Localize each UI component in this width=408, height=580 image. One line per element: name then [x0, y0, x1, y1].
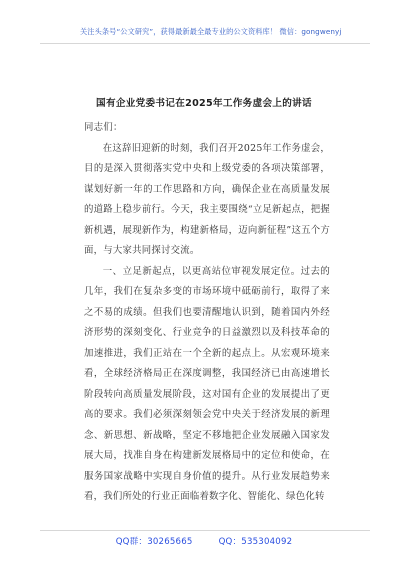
body-paragraph: 在这辞旧迎新的时刻，我们召开2025年工作务虚会，目的是深入贯彻落实党中央和上级党委的各项决策部署，谋划好新一年的工作思路和方向，确保企业在高质量发展的道路上稳步前行。今天，我主要围绕“立足新起点，把握新机遇，展现新作为，构建新格局，迈向新征程”这五个方面，与大家共同探讨交流。	[84, 142, 330, 256]
header-divider	[40, 43, 370, 44]
footer-qq-group: QQ群：30265665	[115, 537, 193, 547]
footer-qq-number: QQ：535304092	[218, 537, 293, 547]
footer-contact	[0, 535, 408, 547]
header-promo-text: 关注头条号“公文研究”，获得最新最全最专业的公文资料库！ 微信：gongwenyj	[80, 27, 342, 36]
footer-divider	[40, 530, 370, 531]
salutation: 同志们：	[84, 122, 123, 133]
document-body	[84, 118, 330, 508]
body-paragraph: 一、立足新起点，以更高站位审视发展定位。过去的几年，我们在复杂多变的市场环境中砥砺前行，取得了来之不易的成绩。但我们也要清醒地认识到，随着国内外经济形势的深刻变化、行业竞争的日益激烈以及科技革命的加速推进，我们正站在一个全新的起点上。从宏观环境来看，全球经济格局正在深度调整，我国经济已由高速增长阶段转向高质量发展阶段，这对国有企业的发展提出了更高的要求。我们必须深刻领会党中央关于经济发展的新理念、新思想、新战略，坚定不移地把企业发展融入国家发展大局，找准自身在构建新发展格局中的定位和使命，在服务国家战略中实现自身价值的提升。从行业发展趋势来看，我们所处的行业正面临着数字化、智能化、绿色化转	[84, 265, 330, 502]
document-title: 国有企业党委书记在2025年工作务虚会上的讲话	[96, 98, 312, 109]
